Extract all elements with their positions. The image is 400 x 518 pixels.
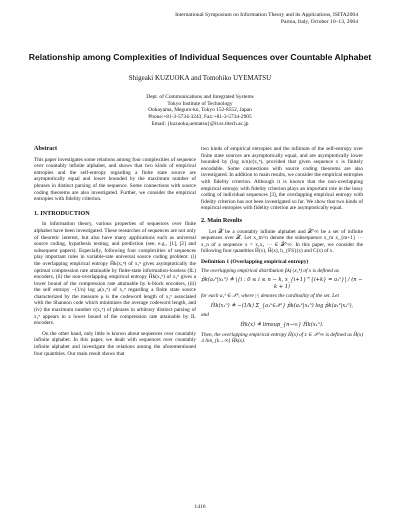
section-2-heading: 2. Main Results — [201, 216, 243, 224]
definition-text: Then, the overlapping empirical entropy Ĥ(x) of x ∈ 𝒳^∞ is defined as Ĥ(x) ≜ lim_{k→∞} Ĥk(x). — [201, 331, 363, 345]
affiliation-line: Dept. of Communications and Integrated Systems — [146, 94, 254, 100]
conference-header — [175, 12, 358, 26]
abstract-text: This paper investigates some relations among four complexities of sequence over countably infinite alphabet, and shows that two kinds of empirical entropies and the self-entropy regarding a finite state source are asymptotically equal and lower bounded by the maximum number of phrases in distinct parsing of the sequence. Some connections with source coding theorems are also investigated. Further, we consider the empirical entropies with fidelity criterion. — [34, 156, 196, 203]
conference-line-1: International Symposium on Information Theory and its Applications, ISITA2004 — [175, 12, 358, 18]
paper-title: Relationship among Complexities of Individual Sequences over Countable Alphabet — [28, 52, 372, 62]
abstract-heading: Abstract — [34, 145, 58, 152]
intro-heading: 1. INTRODUCTION — [34, 209, 90, 217]
intro-paragraph: In information theory, various properties of sequences over finite alphabet have been investigated. These researches of sequences are not only of theoretic interest, but also have many applications such as universal source coding, hypothesis testing, and prediction (see, e.g., [1], [2] and subsequent papers). Especially, following four complexities of sequences play important roles in variable-rate universal source coding problem: (i) the overlapping empirical entropy Ĥk(x₁ⁿ) of x₁ⁿ gives asymptotically the optimal compression rate attainable by finite-state information-lossless (IL) encoders, (ii) the non-overlapping empirical entropy H̃k(x₁ⁿ) of x₁ⁿ gives a lower bound of the compression rate attainable by k-block encoders, (iii) the self entropy −(1/n) log μ(x₁ⁿ) of x₁ⁿ regarding a finite state source characterized by the measure μ is the codeword length of x₁ⁿ associated with the Shannon code which minimizes the average codeword length, and (iv) the maximum number c(x₁ⁿ) of phrases in arbitrary distinct parsing of x₁ⁿ appears in a lower bound of the compression rate attainable by IL encoders. — [34, 221, 196, 327]
affiliation-line: Phone:+81-3-5734-3243, Fax:+81-3-5734-2905 — [148, 114, 252, 121]
body-paragraph: two kinds of empirical entropies and the infimum of the self-entropy over finite state sources are asymptotically equal, and are asymptotically lower bounded by (log n/n)c(x₁ⁿ), provided that given sequence x is finitely encodable. Some connections with source coding theorems are also investigated. In addition to main results, we consider the empirical entropies with fidelity criterion. Although it is known that the non-overlapping empirical entropy with fidelity criterion plays an important role in the lossy coding of individual sequences [3], the overlapping empirical entropy with fidelity criterion has not been investigated so far. We show that two kinds of empirical entropies with fidelity criterion are asymptotically equal. — [201, 146, 363, 212]
definition-title: Definition 1 (Overlapping empirical entropy) — [201, 258, 309, 265]
affiliation-block — [20, 94, 380, 128]
affiliation-line: Email: {kuzuoka,uematsu}@it.ss.titech.ac.jp — [151, 120, 249, 127]
definition-text: The overlapping empirical distribution p̂k(·|x₁ⁿ) of x is defined as — [201, 267, 339, 274]
equation: p̂k(a₁ᵏ|x₁ⁿ) ≜ |{i : 0 ≤ i ≤ n − k, x_{i+1}^{i+k} = a₁ᵏ}| / (n − k + 1) — [201, 277, 363, 290]
definition-text: for each a₁ᵏ ∈ 𝒳ᵏ, where |·| denotes the cardinality of the set. Let — [201, 293, 339, 300]
equation: Ĥk(x) ≜ limsup_{n→∞} Ĥk(x₁ⁿ). — [240, 322, 324, 329]
page-number: 1416 — [194, 504, 206, 510]
paper-authors: Shigeaki KUZUOKA and Tomohiko UYEMATSU — [128, 74, 272, 82]
body-paragraph: Let 𝒳 be a countably infinite alphabet and 𝒳^∞ be a set of infinite sequences over 𝒳. Let x_m^n denote the subsequence x_m x_{m+1} ··· x_n of a sequence x = x₁x₂ ··· ∈ 𝒳^∞. In this paper, we consider the following four quantities Ĥ(x), H̃(x), h_{FS}(x) and C(x) of x. — [201, 228, 363, 255]
affiliation-line: Ookayama, Meguro-ku, Tokyo 152-8552, Japan — [148, 107, 252, 114]
definition-text: and — [201, 312, 209, 319]
intro-paragraph: On the other hand, only little is known about sequences over countably infinite alphabet. In this paper, we dealt with sequences over countably infinite alphabet and investigate the relations among the aforementioned four quantities. Our main result shows that — [34, 330, 196, 357]
left-column — [34, 146, 196, 361]
right-column — [201, 146, 363, 348]
affiliation-line: Tokyo Institute of Technology — [167, 100, 233, 107]
conference-line-2: Parma, Italy, October 10–13, 2004 — [280, 19, 358, 25]
equation: Ĥk(x₁ⁿ) ≜ −(1/k) Σ_{a₁ᵏ∈𝒳ᵏ} p̂k(a₁ᵏ|x₁ⁿ) log p̂k(a₁ᵏ|x₁ⁿ), — [210, 302, 354, 309]
